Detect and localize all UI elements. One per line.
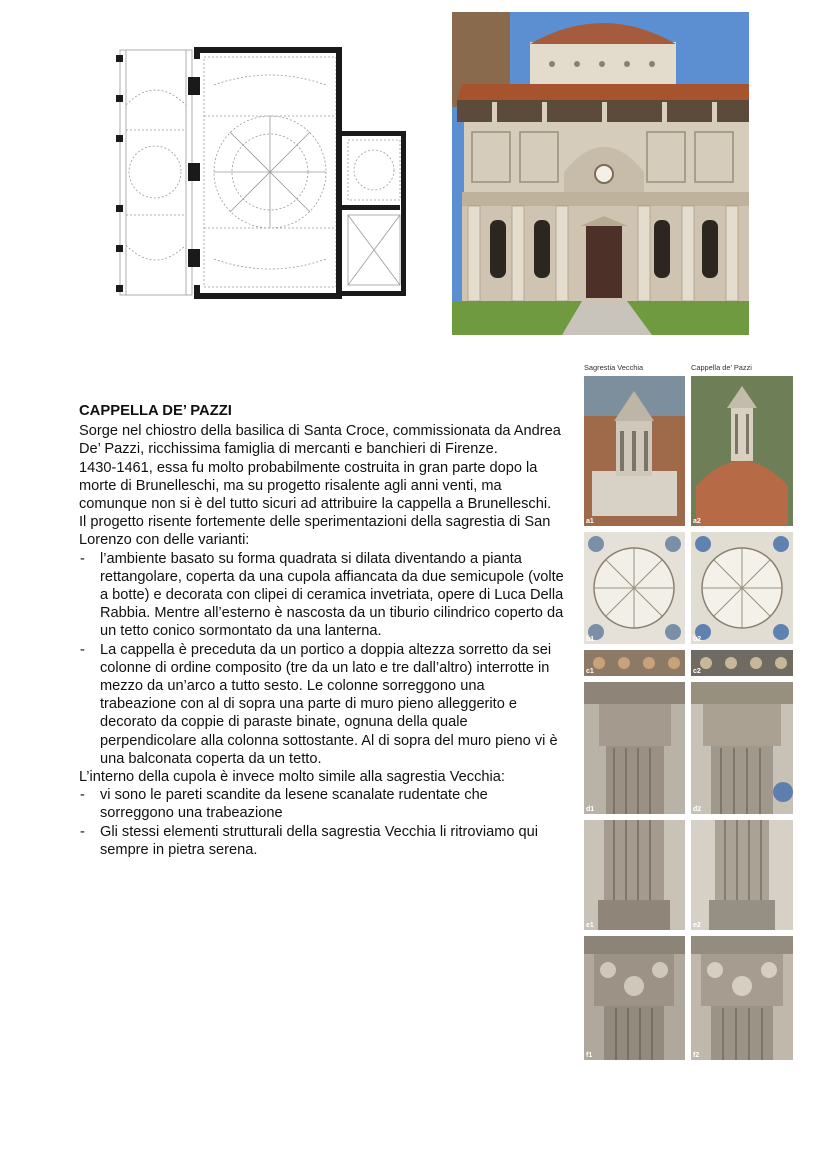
tag-f1: f1 (586, 1052, 593, 1059)
bullet-marker: - (80, 787, 85, 804)
paragraph-project: Il progetto risente fortemente delle sperimentazioni della sagrestia di San Lorenzo con delle varianti: (79, 514, 551, 549)
bullet-marker: - (80, 641, 85, 658)
bullet-walls (79, 786, 564, 822)
label-cappella-pazzi: Cappella de’ Pazzi (691, 363, 752, 372)
bullet-materials (79, 823, 564, 859)
tag-d2: d2 (693, 806, 702, 813)
detail-capital-sagrestia (584, 682, 685, 814)
tag-b1: b1 (586, 636, 595, 643)
detail-dome-sagrestia (584, 532, 685, 644)
paragraph-location: Sorge nel chiostro della basilica di Santa Croce, commissionata da Andrea De’ Pazzi, ricchissima famiglia di mercanti e banchieri di Firenze. (79, 423, 561, 458)
bullet-text: La cappella è preceduta da un portico a doppia altezza sorretto da sei colonne di ordine composito (tre da un lato e tre dall’altro) interrotte in mezzo da un’arco a tutto sesto. Le colonne sorreggono una trabeazione con al di sopra una parte di muro pieno alleggerito e decorato da coppie di paraste binate, ognuna della quale perpendicolare alla colonna sottostante. Al di sopra del muro pieno vi è una balconata coperta da un tetto. (100, 641, 558, 767)
tag-b2: b2 (693, 636, 702, 643)
tag-a1: a1 (586, 518, 594, 525)
label-sagrestia-vecchia: Sagrestia Vecchia (584, 363, 644, 372)
facade-photo (452, 12, 749, 335)
floor-plan-drawing (112, 45, 412, 305)
section-heading: CAPPELLA DE’ PAZZI (79, 403, 232, 419)
bullet-portico (79, 641, 564, 768)
bullet-text: vi sono le pareti scandite da lesene scanalate rudentate che sorreggono una trabeazione (100, 787, 488, 822)
detail-lantern-sagrestia (584, 376, 685, 526)
detail-lantern-pazzi (691, 376, 793, 526)
tag-a2: a2 (693, 518, 701, 525)
bullet-text: Gli stessi elementi strutturali della sagrestia Vecchia li ritroviamo qui sempre in pietra serena. (100, 823, 538, 858)
detail-dome-pazzi (691, 532, 793, 644)
bullet-plan (79, 550, 564, 641)
paragraph-dating: 1430-1461, essa fu molto probabilmente costruita in gran parte dopo la morte di Brunelleschi, ma su progetto risalente agli anni venti, ma comunque non si è del tutto sicuri ad attribuire la cappella a Brunelleschi. (79, 459, 552, 513)
tag-c2: c2 (693, 668, 701, 675)
text-column (79, 402, 564, 859)
tag-c1: c1 (586, 668, 594, 675)
detail-base-pazzi (691, 820, 793, 930)
bullet-marker: - (80, 823, 85, 840)
detail-frieze-sagrestia (584, 650, 685, 676)
detail-composite-capital-pazzi (691, 936, 793, 1060)
paragraph-interior: L’interno della cupola è invece molto simile alla sagrestia Vecchia: (79, 769, 505, 786)
tag-d1: d1 (586, 806, 595, 813)
bullet-text: l’ambiente basato su forma quadrata si dilata diventando a pianta rettangolare, coperta da una cupola affiancata da due semicupole (volte a botte) e decorata con clipei di ceramica invetriata, opere di Luca Della Rabbia. Mentre all’esterno è nascosta da un tiburio cilindrico coperto da un tetto conico sormontato da una lanterna. (100, 550, 564, 640)
detail-base-sagrestia (584, 820, 685, 930)
tag-e1: e1 (586, 922, 594, 929)
detail-frieze-pazzi (691, 650, 793, 676)
detail-composite-capital-sagrestia (584, 936, 685, 1060)
tag-e2: e2 (693, 922, 701, 929)
detail-capital-pazzi (691, 682, 793, 814)
tag-f2: f2 (693, 1052, 700, 1059)
bullet-marker: - (80, 550, 85, 567)
